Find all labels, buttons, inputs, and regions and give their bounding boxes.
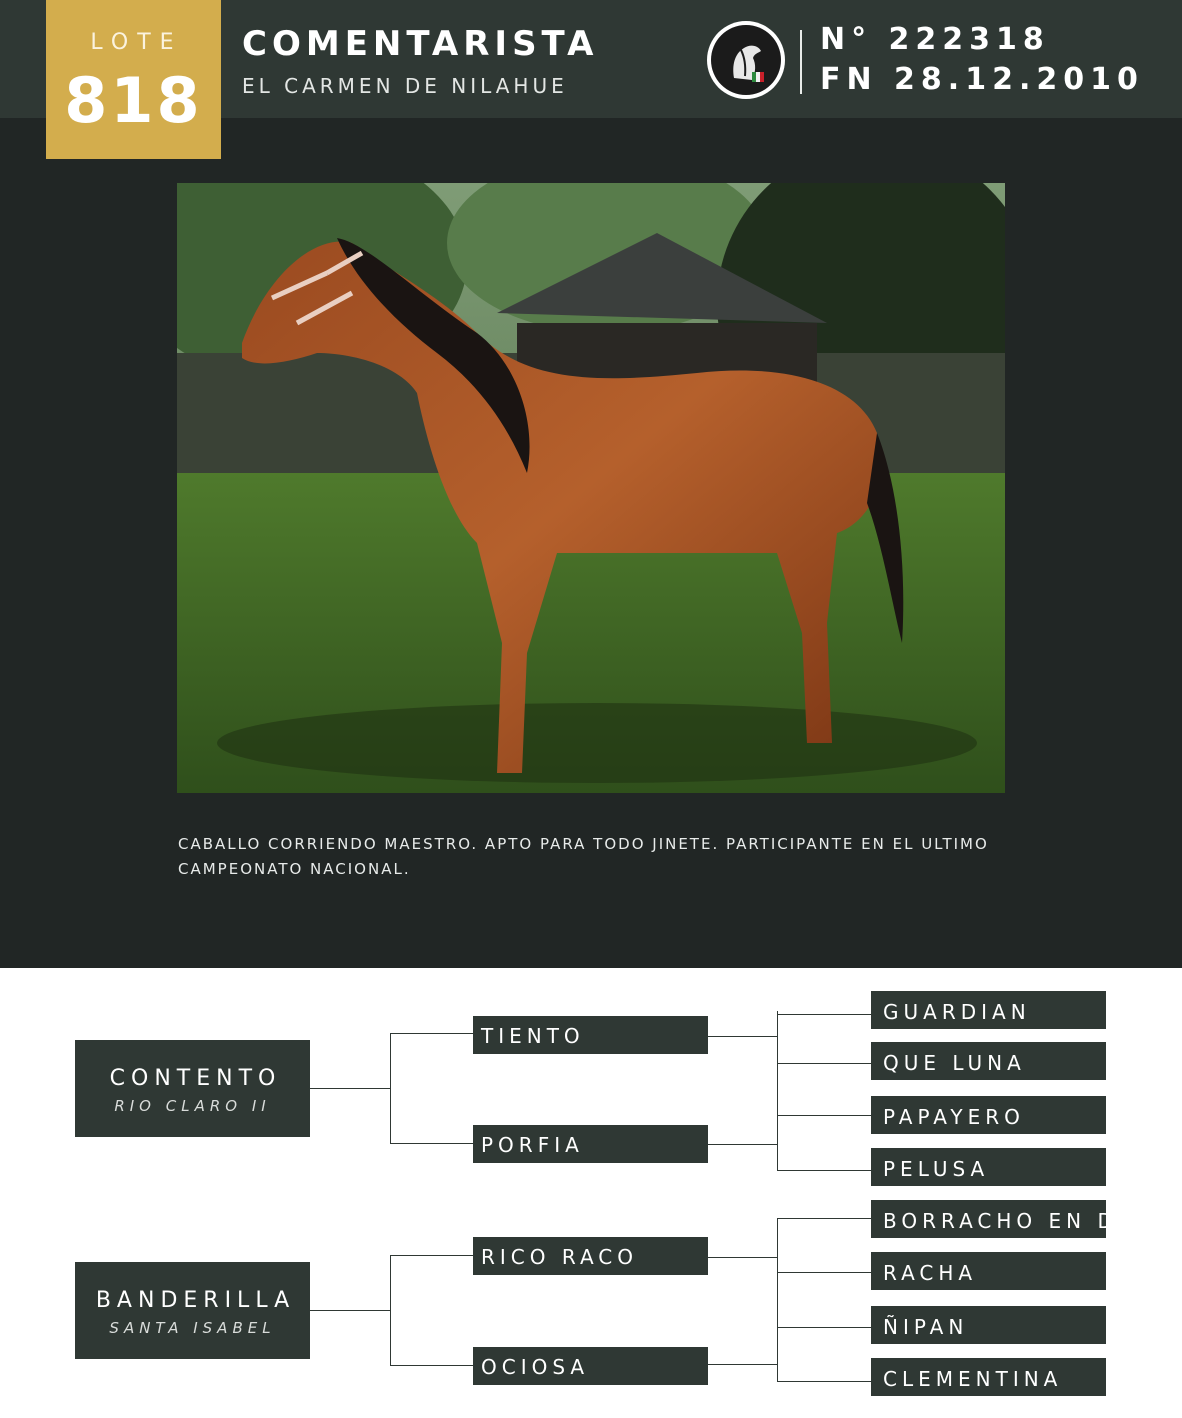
birth-date: FN 28.12.2010 (820, 62, 1144, 97)
connector-line (390, 1365, 473, 1366)
connector-line (777, 1014, 871, 1015)
sire-name: CONTENTO (109, 1066, 282, 1091)
sire-box (75, 1040, 310, 1137)
connector-line (708, 1364, 778, 1365)
grandparent-box: OCIOSA (473, 1347, 708, 1385)
dam-origin: SANTA ISABEL (109, 1319, 276, 1337)
remates-logo-icon (706, 20, 786, 100)
connector-line (777, 1011, 778, 1171)
sire-origin: RIO CLARO II (114, 1097, 271, 1115)
registry-number: N° 222318 (820, 22, 1050, 57)
great-grandparent-box: PELUSA (871, 1148, 1106, 1186)
great-grandparent-box: GUARDIAN (871, 991, 1106, 1029)
lot-label: LOTE (90, 30, 183, 55)
connector-line (777, 1063, 871, 1064)
horse-name: COMENTARISTA (242, 24, 599, 64)
great-grandparent-box: BORRACHO EN DGO (871, 1200, 1106, 1238)
great-grandparent-box: QUE LUNA (871, 1042, 1106, 1080)
great-grandparent-box: CLEMENTINA (871, 1358, 1106, 1396)
horse-photo (177, 183, 1005, 793)
connector-line (777, 1115, 871, 1116)
connector-line (777, 1218, 778, 1382)
great-grandparent-box: RACHA (871, 1252, 1106, 1290)
connector-line (708, 1036, 778, 1037)
connector-line (390, 1143, 473, 1144)
header-divider (800, 30, 802, 94)
great-grandparent-box: ÑIPAN (871, 1306, 1106, 1344)
breeder-name: EL CARMEN DE NILAHUE (242, 74, 568, 98)
lot-badge (46, 0, 221, 159)
dam-name: BANDERILLA (95, 1288, 296, 1313)
connector-line (390, 1255, 473, 1256)
connector-line (310, 1310, 391, 1311)
great-grandparent-box: PAPAYERO (871, 1096, 1106, 1134)
connector-line (708, 1144, 778, 1145)
grandparent-box: TIENTO (473, 1016, 708, 1054)
lot-description: CABALLO CORRIENDO MAESTRO. APTO PARA TODO JINETE. PARTICIPANTE EN EL ULTIMO CAMPEONATO NACIONAL. (178, 835, 989, 878)
connector-line (390, 1255, 391, 1366)
lot-number: 818 (64, 64, 203, 137)
grandparent-box: RICO RACO (473, 1237, 708, 1275)
connector-line (777, 1170, 871, 1171)
connector-line (777, 1381, 871, 1382)
connector-line (390, 1033, 473, 1034)
dam-box (75, 1262, 310, 1359)
connector-line (708, 1257, 778, 1258)
connector-line (390, 1033, 391, 1144)
connector-line (777, 1218, 871, 1219)
connector-line (777, 1272, 871, 1273)
connector-line (310, 1088, 391, 1089)
grandparent-box: PORFIA (473, 1125, 708, 1163)
connector-line (777, 1327, 871, 1328)
